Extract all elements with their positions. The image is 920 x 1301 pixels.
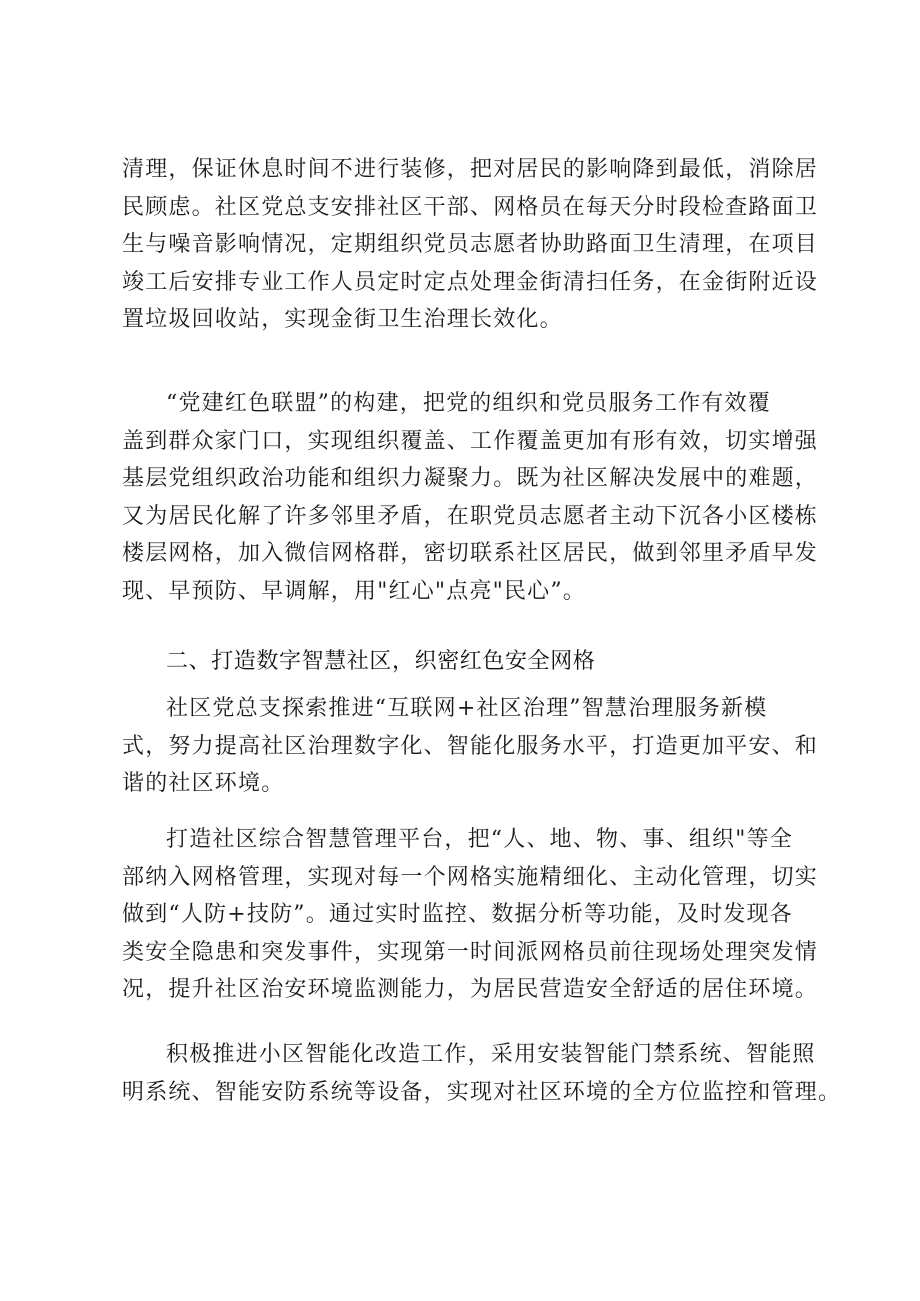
text-line: 社区党总支探索推进“互联网+社区治理”智慧治理服务新模 xyxy=(166,696,768,721)
text-line: 明系统、智能安防系统等设备，实现对社区环境的全方位监控和管理。 xyxy=(122,1079,842,1105)
text-line: “党建红色联盟”的构建，把党的组织和党员服务工作有效覆 xyxy=(166,391,771,416)
paragraph-3 xyxy=(122,690,822,803)
paragraph-4 xyxy=(122,821,822,1009)
text-line: 民顾虑。社区党总支安排社区干部、网格员在每天分时段检查路面卫 xyxy=(122,194,819,220)
text-line: 楼层网格，加入微信网格群，密切联系社区居民，做到邻里矛盾早发 xyxy=(122,541,819,566)
section-heading xyxy=(122,643,822,681)
text-line: 生与噪音影响情况，定期组织党员志愿者协助路面卫生清理，在项目 xyxy=(122,232,819,257)
paragraph-2 xyxy=(122,385,822,610)
text-line: 打造社区综合智慧管理平台，把“人、地、物、事、组织"等全 xyxy=(166,827,793,852)
text-line: 部纳入网格管理，实现对每一个网格实施精细化、主动化管理，切实 xyxy=(122,864,819,890)
paragraph-1 xyxy=(122,151,822,339)
text-line: 积极推进小区智能化改造工作，采用安装智能门禁系统、智能照 xyxy=(166,1042,816,1067)
text-line: 竣工后安排专业工作人员定时定点处理金街清扫任务，在金街附近设 xyxy=(122,269,819,295)
text-line: 盖到群众家门口，实现组织覆盖、工作覆盖更加有形有效，切实增强 xyxy=(122,428,819,454)
text-line: 又为居民化解了许多邻里矛盾，在职党员志愿者主动下沉各小区楼栋 xyxy=(122,503,819,529)
text-line: 谐的社区环境。 xyxy=(122,771,285,796)
text-line: 况，提升社区治安环境监测能力，为居民营造安全舒适的居住环境。 xyxy=(122,977,819,1002)
text-line: 现、早预防、早调解，用"红心"点亮"民心”。 xyxy=(122,578,587,604)
text-line: 基层党组织政治功能和组织力凝聚力。既为社区解决发展中的难题， xyxy=(122,466,819,491)
text-line: 类安全隐患和突发事件，实现第一时间派网格员前往现场处理突发情 xyxy=(122,939,819,965)
text-line: 置垃圾回收站，实现金街卫生治理长效化。 xyxy=(122,307,563,332)
paragraph-5 xyxy=(122,1036,842,1111)
heading-text: 二、打造数字智慧社区，织密红色安全网格 xyxy=(166,649,596,674)
text-line: 清理，保证休息时间不进行装修，把对居民的影响降到最低，消除居 xyxy=(122,157,819,182)
text-line: 式，努力提高社区治理数字化、智能化服务水平，打造更加平安、和 xyxy=(122,733,819,759)
text-line: 做到“人防+技防”。通过实时监控、数据分析等功能，及时发现各 xyxy=(122,902,793,927)
